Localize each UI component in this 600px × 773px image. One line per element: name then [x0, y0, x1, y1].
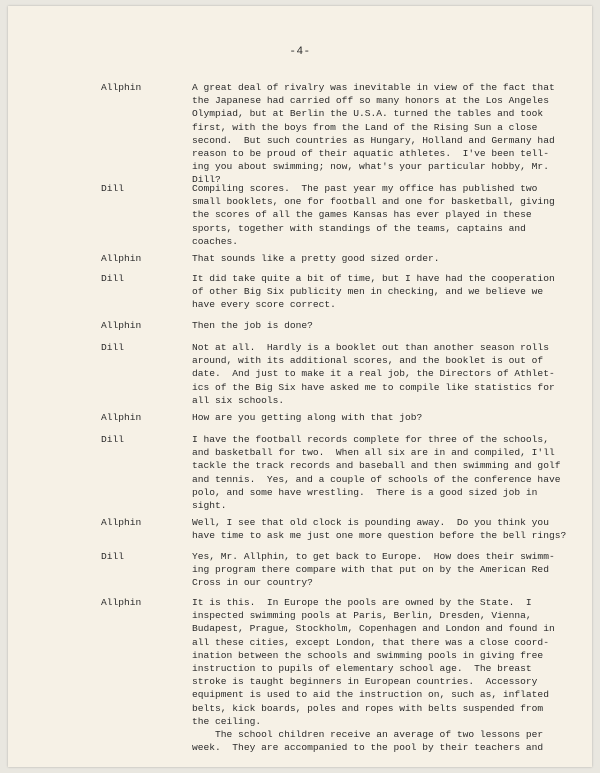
text-line: Dill? [192, 174, 221, 186]
speech-text [192, 319, 584, 332]
text-line: have time to ask me just one more question before the bell rings? [192, 530, 567, 542]
text-line: week. They are accompanied to the pool by their teachers and [192, 742, 544, 754]
speaker-name: Dill [101, 342, 125, 353]
speech-text [192, 516, 584, 542]
text-line: inspected swimming pools at Paris, Berlin, Dresden, Vienna, [192, 610, 532, 622]
speech-text [192, 550, 584, 590]
text-line: ination between the schools and swimming pools in giving free [192, 649, 544, 661]
text-line: Olympiad, but at Berlin the U.S.A. turned the tables and took [192, 108, 544, 120]
speaker-name: Dill [101, 434, 125, 445]
text-line: first, with the boys from the Land of the Rising Sun a close [192, 121, 538, 133]
text-line: It is this. In Europe the pools are owned by the State. I [192, 597, 532, 608]
text-line: second. But such countries as Hungary, Holland and Germany had [192, 134, 555, 146]
speech-text [192, 182, 584, 248]
text-line: tackle the track records and baseball and then swimming and golf [192, 460, 561, 472]
speech-text [192, 411, 584, 424]
text-line: the scores of all the games Kansas has ever played in these [192, 209, 532, 221]
text-line: belts, kick boards, poles and ropes with belts suspended from [192, 702, 544, 714]
text-line: stroke is taught beginners in European countries. Accessory [192, 676, 538, 688]
speaker-name: Allphin [101, 320, 142, 331]
text-line: Then the job is done? [192, 320, 313, 331]
text-line: have every score correct. [192, 299, 336, 311]
speech-text [192, 341, 584, 407]
speaker-name: Dill [101, 183, 125, 194]
text-line: How are you getting along with that job? [192, 412, 423, 423]
speaker-name: Dill [101, 273, 125, 284]
text-line: instruction to pupils of elementary school age. The breast [192, 663, 532, 675]
page-number: -4- [289, 46, 311, 58]
speaker-name: Dill [101, 551, 125, 562]
speaker-name: Allphin [101, 597, 142, 608]
text-line: Not at all. Hardly is a booklet out than another season rolls [192, 342, 549, 353]
text-line: ing program there compare with that put on by the American Red [192, 564, 549, 576]
speaker-name: Allphin [101, 517, 142, 528]
text-line: Budapest, Prague, Stockholm, Copenhagen and London and found in [192, 623, 555, 635]
speech-text [192, 81, 584, 187]
speech-text [192, 433, 584, 512]
text-line: Cross in our country? [192, 577, 313, 589]
text-line: Well, I see that old clock is pounding away. Do you think you [192, 517, 549, 528]
text-line: A great deal of rivalry was inevitable in view of the fact that [192, 82, 555, 93]
text-line: and tennis. Yes, and a couple of schools of the conference have [192, 473, 561, 485]
text-line: ing you about swimming; now, what's your particular hobby, Mr. [192, 161, 549, 173]
document-page [8, 6, 592, 767]
text-line: all these cities, except London, that there was a close coord- [192, 636, 549, 648]
speaker-name: Allphin [101, 412, 142, 423]
text-line: and basketball for two. When all six are in and compiled, I'll [192, 447, 555, 459]
text-line: of other Big Six publicity men in checking, and we believe we [192, 286, 544, 298]
speaker-name: Allphin [101, 82, 142, 93]
text-line: date. And just to make it a real job, the Directors of Athlet- [192, 368, 555, 380]
text-line: reason to be proud of their aquatic athletes. I've been tell- [192, 148, 549, 160]
text-line: I have the football records complete for three of the schools, [192, 434, 549, 445]
text-line: the Japanese had carried off so many honors at the Los Angeles [192, 95, 549, 107]
text-line: small booklets, one for football and one for basketball, giving [192, 196, 555, 208]
speech-text [192, 272, 584, 312]
speaker-name: Allphin [101, 253, 142, 264]
text-line: all six schools. [192, 394, 285, 406]
text-line: polo, and some have wrestling. There is a good sized job in [192, 486, 538, 498]
text-line: sight. [192, 500, 227, 512]
text-line: around, with its additional scores, and the booklet is out of [192, 355, 544, 367]
text-line: sports, together with standings of the teams, captains and [192, 222, 526, 234]
text-line: the ceiling. [192, 715, 262, 727]
speech-text [192, 596, 584, 754]
speech-text [192, 252, 584, 265]
text-line: It did take quite a bit of time, but I have had the cooperation [192, 273, 555, 284]
text-line: Yes, Mr. Allphin, to get back to Europe. How does their swimm- [192, 551, 555, 562]
text-line: The school children receive an average of two lessons per [192, 729, 544, 741]
text-line: Compiling scores. The past year my office has published two [192, 183, 538, 194]
text-line: equipment is used to aid the instruction on, such as, inflated [192, 689, 549, 701]
text-line: That sounds like a pretty good sized order. [192, 253, 440, 264]
text-line: ics of the Big Six have asked me to compile like statistics for [192, 381, 555, 393]
text-line: coaches. [192, 235, 239, 247]
